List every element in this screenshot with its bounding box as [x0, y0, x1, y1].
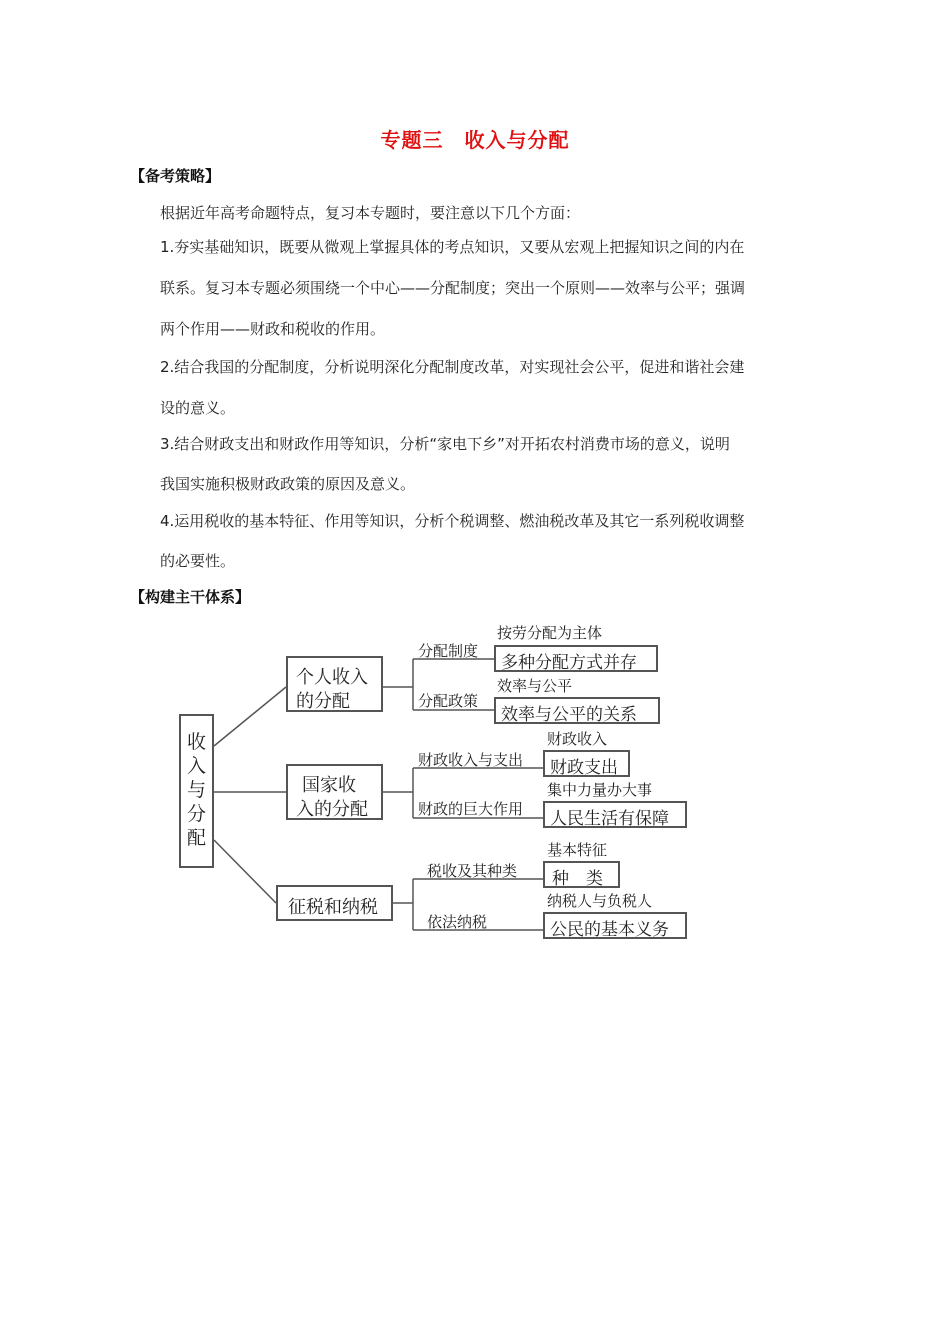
- branch-tax-label: 征税和纳税: [288, 897, 378, 918]
- strategy-point-2-line-1: 2.结合我国的分配制度，分析说明深化分配制度改革，对实现社会公平，促进和谐社会建: [160, 358, 745, 376]
- strategy-point-1-line-2: 联系。复习本专题必须围绕一个中心——分配制度；突出一个原则——效率与公平；强调: [160, 279, 746, 297]
- box-fiscal-expenditure-text: 财政支出: [550, 758, 618, 778]
- box-multiple-distribution: [494, 645, 658, 672]
- strategy-point-1-line-3: 两个作用——财政和税收的作用。: [160, 320, 386, 338]
- root-char-1: 收: [187, 731, 207, 753]
- box-civic-duty-text: 公民的基本义务: [550, 920, 669, 940]
- branch-personal-income-line-2: 的分配: [296, 691, 350, 712]
- box-tax-categories: [543, 861, 620, 888]
- strategy-heading: 【备考策略】: [130, 167, 221, 185]
- strategy-point-3-line-1: 3.结合财政支出和财政作用等知识，分析“家电下乡”对开拓农村消费市场的意义，说明: [160, 435, 730, 453]
- label-taxpayer-bearer: 纳税人与负税人: [547, 892, 653, 910]
- box-livelihood-guarantee-text: 人民生活有保障: [550, 809, 669, 829]
- box-livelihood-guarantee: [543, 801, 687, 828]
- root-char-5: 配: [187, 827, 207, 849]
- strategy-point-1-line-1: 1.夯实基础知识，既要从微观上掌握具体的考点知识，又要从宏观上把握知识之间的内在: [160, 238, 745, 256]
- strategy-point-4-line-2: 的必要性。: [160, 552, 236, 570]
- root-node: [179, 714, 214, 868]
- label-labor-distribution-main: 按劳分配为主体: [497, 624, 603, 642]
- label-efficiency-fairness: 效率与公平: [497, 677, 573, 695]
- root-char-4: 分: [187, 803, 207, 825]
- branch-national-income-line-1: 国家收: [302, 775, 356, 796]
- box-efficiency-fairness-relation-text: 效率与公平的关系: [501, 705, 637, 725]
- box-tax-categories-text: 种 类: [552, 869, 603, 889]
- page-title: 专题三 收入与分配: [380, 128, 570, 152]
- label-fiscal-revenue: 财政收入: [547, 730, 608, 748]
- label-concentrate-resources: 集中力量办大事: [547, 781, 653, 799]
- system-heading: 【构建主干体系】: [130, 588, 251, 606]
- branch-personal-income: [286, 656, 383, 712]
- box-civic-duty: [543, 912, 687, 939]
- root-char-3: 与: [187, 779, 207, 801]
- strategy-point-2-line-2: 设的意义。: [160, 399, 236, 417]
- sub-fiscal-role: 财政的巨大作用: [418, 800, 524, 818]
- branch-tax: [276, 885, 393, 921]
- sub-lawful-tax: 依法纳税: [427, 913, 488, 931]
- box-multiple-distribution-text: 多种分配方式并存: [501, 653, 637, 673]
- branch-national-income-line-2: 入的分配: [296, 799, 368, 820]
- strategy-intro: 根据近年高考命题特点，复习本专题时，要注意以下几个方面：: [160, 204, 581, 222]
- sub-distribution-system: 分配制度: [418, 642, 479, 660]
- strategy-point-3-line-2: 我国实施积极财政政策的原因及意义。: [160, 475, 416, 493]
- root-char-2: 入: [187, 755, 207, 777]
- branch-national-income: [286, 764, 383, 820]
- sub-distribution-policy: 分配政策: [418, 692, 479, 710]
- box-fiscal-expenditure: [543, 750, 630, 777]
- label-basic-features: 基本特征: [547, 841, 608, 859]
- strategy-point-4-line-1: 4.运用税收的基本特征、作用等知识，分析个税调整、燃油税改革及其它一系列税收调整: [160, 512, 745, 530]
- sub-fiscal-revenue-expenditure: 财政收入与支出: [418, 751, 524, 769]
- branch-personal-income-line-1: 个人收入: [296, 667, 368, 688]
- sub-tax-types: 税收及其种类: [427, 862, 518, 880]
- box-efficiency-fairness-relation: [494, 697, 660, 724]
